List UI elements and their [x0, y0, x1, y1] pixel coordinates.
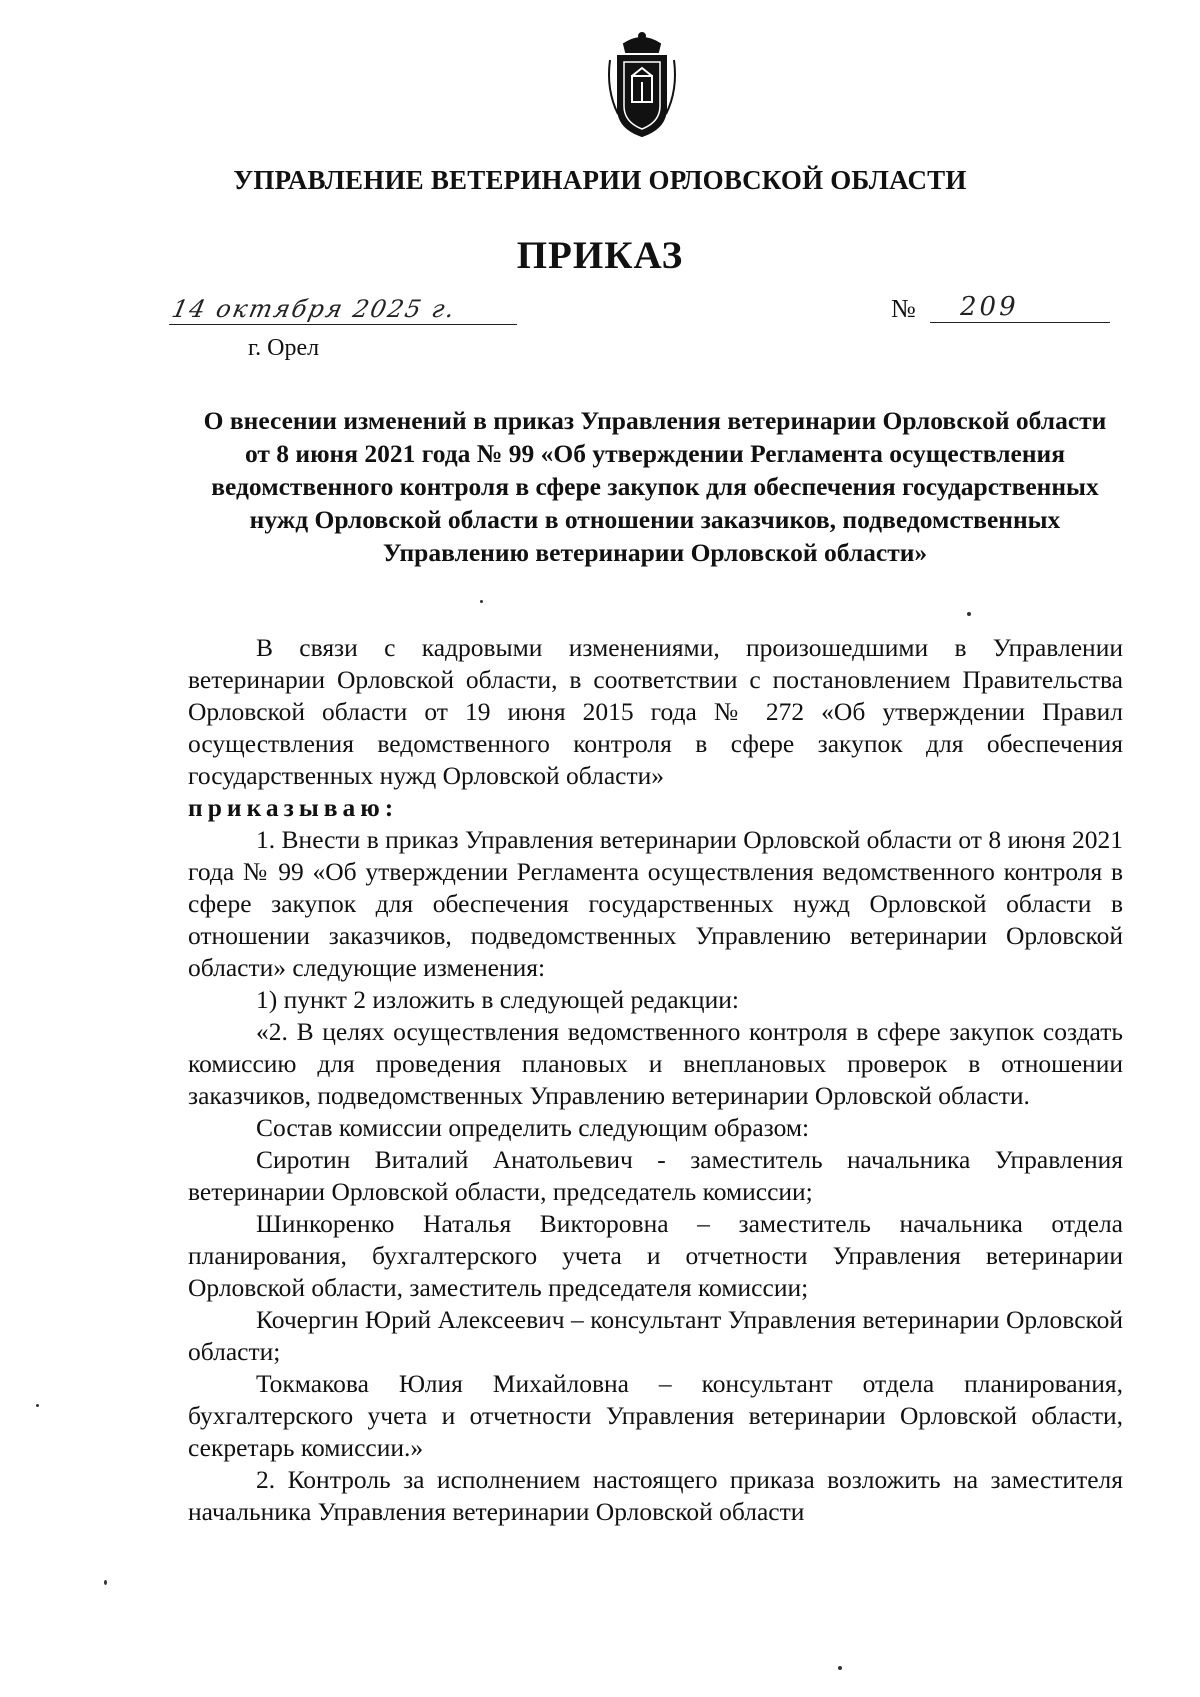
commission-member-4: Токмакова Юлия Михайловна – консультант отдела планирования, бухгалтерского учета и отчетности Управления ветеринарии Орловской области, секретарь комиссии.» — [188, 1369, 1123, 1462]
commission-member-2: Шинкоренко Наталья Викторовна – заместитель начальника отдела планирования, бухгалтерского учета и отчетности Управления ветеринарии Орловской области, заместитель председателя комиссии; — [188, 1209, 1123, 1302]
order-word: приказываю: — [188, 793, 399, 822]
order-subject: О внесении изменений в приказ Управления ветеринарии Орловской области от 8 июня 2021 года № 99 «Об утверждении Регламента осуществления ведомственного контроля в сфере закупок для обеспечения государственных нужд Орловской области в отношении заказчиков, подведомственных Управлению ветеринарии Орловской области» — [203, 406, 1107, 567]
order-body — [188, 632, 1123, 1528]
organization-name: УПРАВЛЕНИЕ ВЕТЕРИНАРИИ ОРЛОВСКОЙ ОБЛАСТИ — [233, 165, 967, 195]
scan-speck — [104, 1580, 107, 1585]
paragraph-1-subitem: 1) пункт 2 изложить в следующей редакции: — [256, 985, 739, 1014]
scan-speck — [480, 600, 483, 603]
scan-speck — [967, 612, 971, 616]
preamble-paragraph: В связи с кадровыми изменениями, произошедшими в Управлении ветеринарии Орловской области, в соответствии с постановлением Правительства Орловской области от 19 июня 2015 года № 272 «Об утверждении Правил осуществления ведомственного контроля в сфере закупок для обеспечения государственных нужд Орловской области» — [188, 633, 1123, 790]
paragraph-1: 1. Внести в приказ Управления ветеринарии Орловской области от 8 июня 2021 года № 99 «Об утверждении Регламента осуществления ведомственного контроля в сфере закупок для обеспечения государственных нужд Орловской области в отношении заказчиков, подведомственных Управлению ветеринарии Орловской области» следующие изменения: — [188, 825, 1123, 982]
scan-speck — [838, 1666, 842, 1670]
document-title: ПРИКАЗ — [516, 234, 684, 277]
paragraph-2: 2. Контроль за исполнением настоящего приказа возложить на заместителя начальника Управления ветеринарии Орловской области — [188, 1465, 1123, 1526]
commission-member-1: Сиротин Виталий Анатольевич - заместитель начальника Управления ветеринарии Орловской области, председатель комиссии; — [188, 1145, 1123, 1206]
handwritten-number: 209 — [930, 293, 1110, 323]
paragraph-1-new-text: «2. В целях осуществления ведомственного контроля в сфере закупок создать комиссию для проведения плановых и внеплановых проверок в отношении заказчиков, подведомственных Управлению ветеринарии Орловской области. — [188, 1017, 1123, 1110]
commission-composition-heading: Состав комиссии определить следующим образом: — [256, 1113, 810, 1142]
number-sign: № — [891, 294, 916, 323]
scan-speck — [36, 1404, 39, 1407]
commission-member-3: Кочергин Юрий Алексеевич – консультант Управления ветеринарии Орловской области; — [188, 1305, 1123, 1366]
city-label: г. Орел — [248, 335, 320, 361]
handwritten-date: 14 октября 2025 г. — [169, 296, 523, 325]
order-word-paragraph — [188, 792, 1123, 824]
coat-of-arms-emblem — [602, 30, 682, 140]
